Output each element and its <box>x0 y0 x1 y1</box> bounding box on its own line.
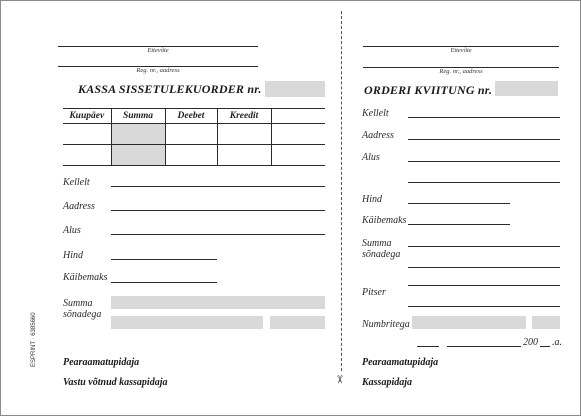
receipt-amount-words-line-2[interactable] <box>408 267 560 268</box>
receipt-number-field[interactable] <box>495 81 558 96</box>
receipt-address-label: Aadress <box>362 130 394 141</box>
basis-line[interactable] <box>111 234 325 235</box>
date-year-line[interactable] <box>540 346 550 347</box>
date-day-line[interactable] <box>417 346 439 347</box>
receipt-title: ORDERI KVIITUNG nr. <box>364 83 493 97</box>
cell-date[interactable] <box>63 124 111 145</box>
col-debit: Deebet <box>165 109 217 124</box>
receipt-from-line[interactable] <box>408 117 560 118</box>
cell-credit[interactable] <box>217 124 271 145</box>
amount-words-label-2: sõnadega <box>63 309 102 320</box>
cell-extra[interactable] <box>271 145 325 166</box>
date-year-suffix: .a. <box>552 337 562 348</box>
amount-words-field-2[interactable] <box>111 316 263 329</box>
company-caption: Ettevõte <box>147 47 169 54</box>
receipt-address-caption: Reg. nr., aadress <box>439 68 483 75</box>
ledger-row <box>63 124 325 145</box>
receipt-vat-label: Käibemaks <box>362 215 407 226</box>
cell-debit[interactable] <box>165 124 217 145</box>
order-number-field[interactable] <box>265 81 325 97</box>
address-field-line[interactable] <box>111 210 325 211</box>
cell-debit[interactable] <box>165 145 217 166</box>
cell-amount[interactable] <box>111 124 165 145</box>
cut-line <box>341 11 342 371</box>
amount-words-label-1: Summa <box>63 298 93 309</box>
basis-label: Alus <box>63 225 81 236</box>
receipt-stamp-line-1[interactable] <box>408 285 560 286</box>
scissors-icon: ✂ <box>333 374 346 385</box>
vat-line[interactable] <box>111 282 217 283</box>
order-title: KASSA SISSETULEKUORDER nr. <box>78 82 262 96</box>
receipt-price-line[interactable] <box>408 203 510 204</box>
address-label: Aadress <box>63 201 95 212</box>
receipt-amount-words-label-1: Summa <box>362 238 392 249</box>
col-date: Kuupäev <box>63 109 111 124</box>
receipt-in-numbers-label: Numbritega <box>362 319 410 330</box>
receipt-company-caption: Ettevõte <box>450 47 472 54</box>
ledger-row <box>63 145 325 166</box>
receipt-amount-words-line-1[interactable] <box>408 246 560 247</box>
receipt-stamp-label: Pitser <box>362 287 386 298</box>
cell-amount[interactable] <box>111 145 165 166</box>
receipt-stamp-line-2[interactable] <box>408 306 560 307</box>
date-month-line[interactable] <box>447 346 521 347</box>
receipt-basis-line-2[interactable] <box>408 182 560 183</box>
receipt-address-field-line[interactable] <box>408 139 560 140</box>
chief-accountant-label: Pearaamatupidaja <box>63 357 140 368</box>
cell-date[interactable] <box>63 145 111 166</box>
cell-credit[interactable] <box>217 145 271 166</box>
receipt-cents-field[interactable] <box>532 316 560 329</box>
receipt-in-numbers-field[interactable] <box>412 316 526 329</box>
vendor-imprint: ESPRINT · 6385660 <box>31 312 37 367</box>
address-caption: Reg. nr., aadress <box>136 67 180 74</box>
ledger-header-row <box>63 109 325 124</box>
price-line[interactable] <box>111 259 217 260</box>
receipt-basis-label: Alus <box>362 152 380 163</box>
receipt-basis-line-1[interactable] <box>408 161 560 162</box>
price-label: Hind <box>63 250 83 261</box>
col-credit: Kreedit <box>217 109 271 124</box>
amount-words-field-1[interactable] <box>111 296 325 309</box>
receipt-from-label: Kellelt <box>362 108 389 119</box>
cell-extra[interactable] <box>271 124 325 145</box>
received-by-label: Vastu võtnud kassapidaja <box>63 377 168 388</box>
receipt-amount-words-label-2: sõnadega <box>362 249 401 260</box>
receipt-chief-accountant-label: Pearaamatupidaja <box>362 357 439 368</box>
amount-cents-field[interactable] <box>270 316 325 329</box>
ledger-table <box>63 108 325 166</box>
receipt-cashier-label: Kassapidaja <box>362 377 413 388</box>
col-amount: Summa <box>111 109 165 124</box>
receipt-price-label: Hind <box>362 194 382 205</box>
col-extra <box>271 109 325 124</box>
from-label: Kellelt <box>63 177 90 188</box>
date-year-prefix: 200 <box>523 337 538 348</box>
from-line[interactable] <box>111 186 325 187</box>
receipt-vat-line[interactable] <box>408 224 510 225</box>
vat-label: Käibemaks <box>63 272 108 283</box>
